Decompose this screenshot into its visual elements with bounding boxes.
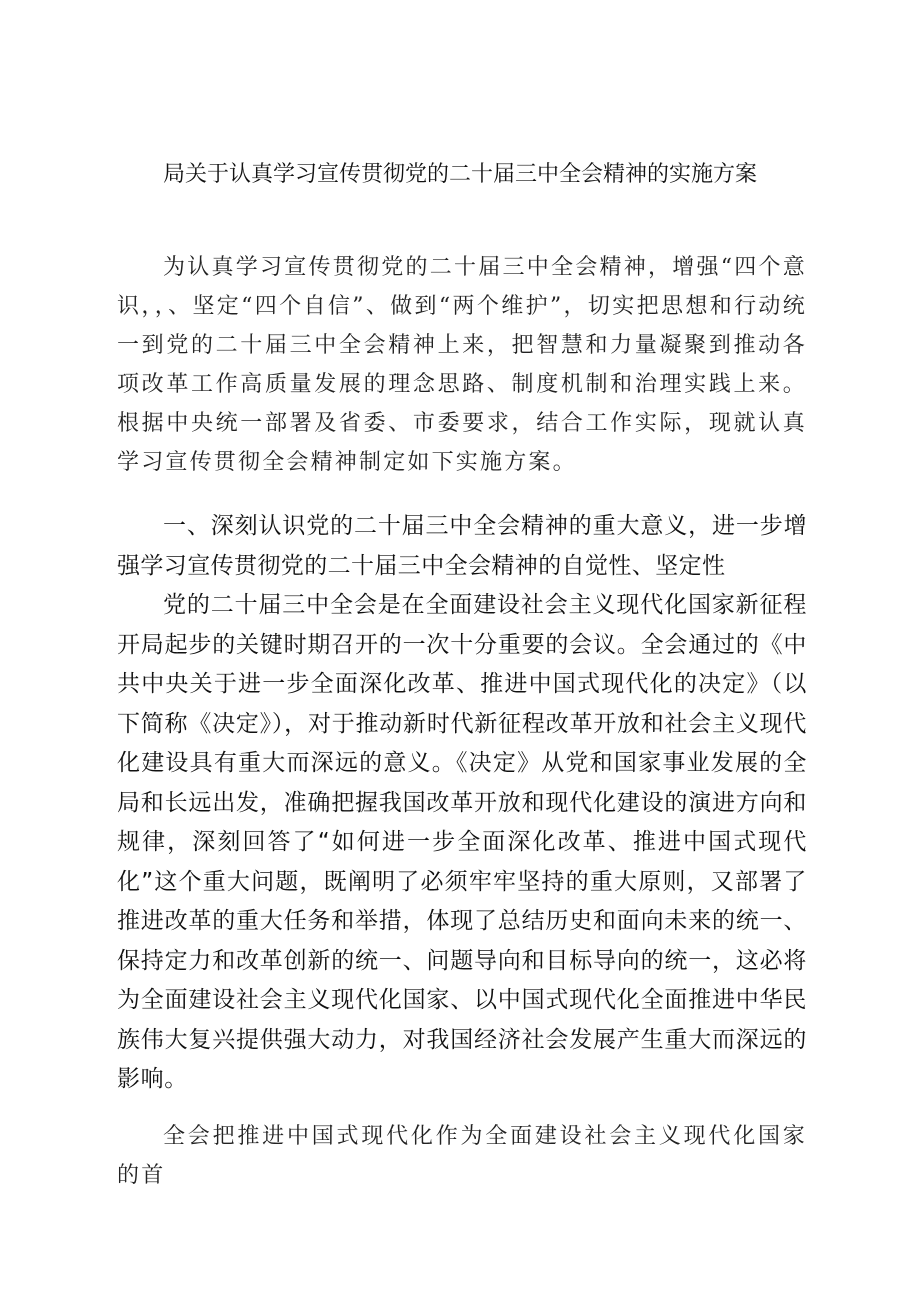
document-title: 局关于认真学习宣传贯彻党的二十届三中全会精神的实施方案 <box>162 162 757 187</box>
intro-paragraph: 为认真学习宣传贯彻党的二十届三中全会精神，增强“四个意识，，、坚定“四个自信”、做到“两个维护”，切实把思想和行动统一到党的二十届三中全会精神上来，把智慧和力量凝聚到推动各项改革工作高质量发展的理念思路、制度机制和治理实践上来。根据中央统一部署及省委、市委要求，结合工作实际，现就认真学习宣传贯彻全会精神制定如下实施方案。 <box>117 255 807 475</box>
section-heading: 一、深刻认识党的二十届三中全会精神的重大意义，进一步增强学习宣传贯彻党的二十届三中全会精神的自觉性、坚定性 <box>117 513 807 579</box>
section-body-paragraph: 党的二十届三中全会是在全面建设社会主义现代化国家新征程开局起步的关键时期召开的一次十分重要的会议。全会通过的《中共中央关于进一步全面深化改革、推进中国式现代化的决定》（以下简称《决定》），对于推动新时代新征程改革开放和社会主义现代化建设具有重大而深远的意义。《决定》从党和国家事业发展的全局和长远出发，准确把握我国改革开放和现代化建设的演进方向和规律，深刻回答了“如何进一步全面深化改革、推进中国式现代化”这个重大问题，既阐明了必须牢牢坚持的重大原则，又部署了推进改革的重大任务和举措，体现了总结历史和面向未来的统一、保持定力和改革创新的统一、问题导向和目标导向的统一，这必将为全面建设社会主义现代化国家、以中国式现代化全面推进中华民族伟大复兴提供强大动力，对我国经济社会发展产生重大而深远的影响。 <box>117 592 807 1092</box>
next-paragraph: 全会把推进中国式现代化作为全面建设社会主义现代化国家的首 <box>117 1124 807 1188</box>
